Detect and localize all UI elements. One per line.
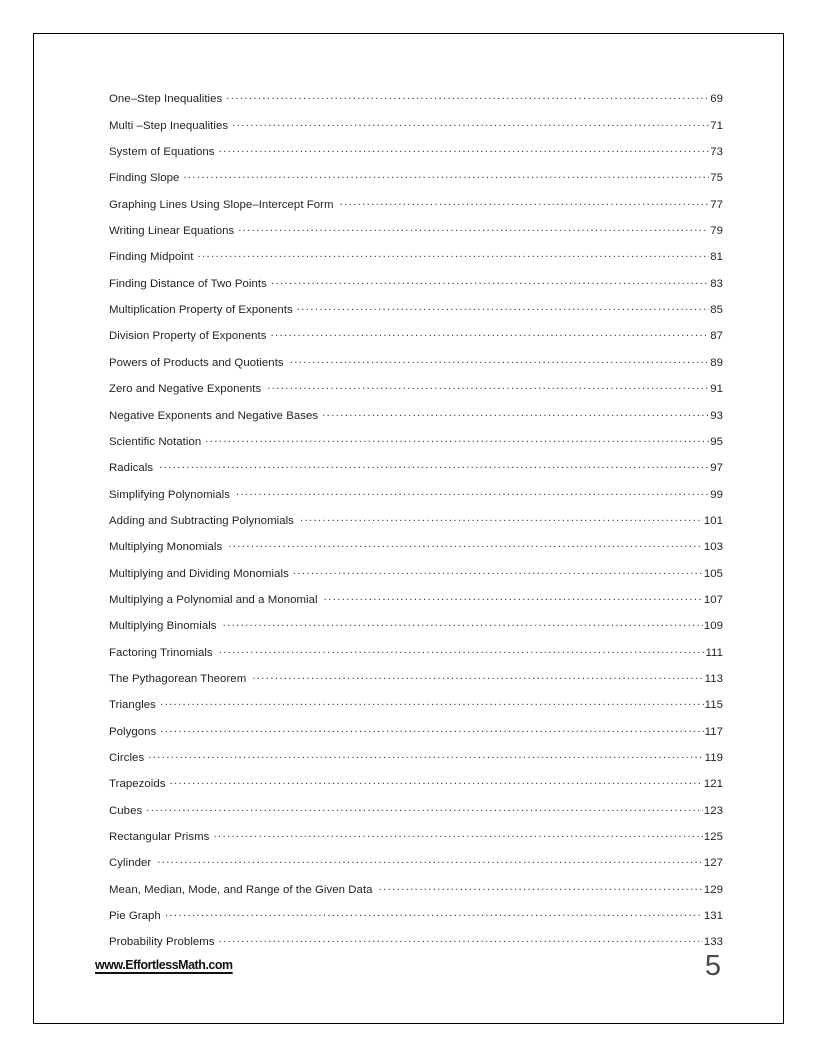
toc-entry-page-number: 89 (710, 356, 723, 369)
toc-entry[interactable] (109, 565, 723, 591)
toc-dot-leader (236, 486, 709, 497)
toc-entry[interactable] (109, 697, 723, 723)
toc-dot-leader (170, 776, 703, 787)
toc-entry-title: Negative Exponents and Negative Bases (109, 409, 319, 422)
toc-entry-page-number: 101 (703, 514, 723, 527)
toc-dot-leader (159, 460, 709, 471)
toc-entry-page-number: 69 (710, 93, 723, 106)
toc-entry-page-number: 107 (703, 593, 723, 606)
toc-entry-title: Division Property of Exponents (109, 330, 267, 343)
toc-dot-leader (160, 697, 704, 708)
toc-entry[interactable] (109, 539, 723, 565)
toc-entry-page-number: 97 (710, 462, 723, 475)
toc-entry-page-number: 111 (705, 646, 723, 659)
toc-entry[interactable] (109, 618, 723, 644)
footer-page-number: 5 (704, 950, 721, 982)
toc-entry-title: Rectangular Prisms (109, 831, 210, 844)
toc-entry[interactable] (109, 91, 723, 117)
toc-entry-title: Cylinder (109, 857, 152, 870)
toc-entry-page-number: 119 (704, 751, 723, 764)
toc-dot-leader (219, 644, 705, 655)
toc-entry-page-number: 131 (703, 910, 723, 923)
toc-entry-page-number: 105 (703, 567, 723, 580)
toc-dot-leader (379, 881, 703, 892)
toc-dot-leader (300, 513, 703, 524)
toc-entry[interactable] (109, 407, 723, 433)
toc-entry-title: Finding Midpoint (109, 251, 194, 264)
toc-dot-leader (267, 381, 709, 392)
toc-dot-leader (146, 802, 703, 813)
toc-entry[interactable] (109, 908, 723, 934)
toc-dot-leader (226, 91, 709, 102)
toc-entry[interactable] (109, 144, 723, 170)
toc-entry-title: Cubes (109, 804, 143, 817)
toc-dot-leader (252, 671, 703, 682)
toc-entry-page-number: 71 (710, 119, 723, 132)
toc-entry-page-number: 129 (703, 883, 723, 896)
toc-entry[interactable] (109, 433, 723, 459)
toc-dot-leader (228, 539, 703, 550)
toc-entry-page-number: 127 (703, 857, 723, 870)
toc-dot-leader (160, 723, 703, 734)
toc-dot-leader (213, 829, 702, 840)
toc-entry[interactable] (109, 671, 723, 697)
toc-entry-title: Graphing Lines Using Slope–Intercept Form (109, 198, 334, 211)
toc-entry-page-number: 103 (703, 541, 723, 554)
toc-entry-page-number: 125 (703, 831, 723, 844)
toc-entry[interactable] (109, 881, 723, 907)
toc-entry-title: Triangles (109, 699, 156, 712)
toc-entry-title: Multiplying and Dividing Monomials (109, 567, 289, 580)
toc-entry-page-number: 115 (704, 699, 723, 712)
toc-entry-page-number: 93 (710, 409, 723, 422)
toc-entry-title: Polygons (109, 725, 157, 738)
toc-dot-leader (148, 750, 703, 761)
toc-entry-title: Circles (109, 751, 145, 764)
toc-entry-title: Mean, Median, Mode, and Range of the Given Data (109, 883, 373, 896)
toc-dot-leader (322, 407, 709, 418)
toc-entry-title: Radicals (109, 462, 154, 475)
toc-dot-leader (205, 433, 709, 444)
toc-dot-leader (198, 249, 710, 260)
toc-entry-page-number: 87 (710, 330, 723, 343)
toc-entry[interactable] (109, 460, 723, 486)
toc-entry[interactable] (109, 249, 723, 275)
toc-entry-title: Finding Slope (109, 172, 180, 185)
toc-dot-leader (340, 196, 710, 207)
page-footer (95, 941, 731, 981)
toc-entry[interactable] (109, 223, 723, 249)
toc-entry-page-number: 123 (703, 804, 723, 817)
toc-entry[interactable] (109, 855, 723, 881)
table-of-contents-list (109, 91, 723, 960)
toc-entry-page-number: 85 (710, 304, 723, 317)
toc-entry-page-number: 73 (710, 146, 723, 159)
toc-entry[interactable] (109, 354, 723, 380)
toc-entry-page-number: 121 (703, 778, 723, 791)
toc-entry[interactable] (109, 750, 723, 776)
toc-entry-title: Multi –Step Inequalities (109, 119, 229, 132)
toc-entry-page-number: 95 (710, 435, 723, 448)
toc-entry[interactable] (109, 723, 723, 749)
toc-entry-page-number: 109 (703, 620, 723, 633)
toc-entry-page-number: 113 (704, 672, 723, 685)
toc-entry[interactable] (109, 644, 723, 670)
toc-entry-title: Factoring Trinomials (109, 646, 213, 659)
toc-entry[interactable] (109, 302, 723, 328)
toc-entry-title: The Pythagorean Theorem (109, 672, 247, 685)
page-border-frame (33, 33, 784, 1024)
toc-dot-leader (232, 117, 709, 128)
toc-entry-title: Writing Linear Equations (109, 225, 235, 238)
toc-dot-leader (290, 354, 710, 365)
toc-dot-leader (157, 855, 703, 866)
toc-entry[interactable] (109, 829, 723, 855)
toc-entry[interactable] (109, 802, 723, 828)
toc-entry[interactable] (109, 117, 723, 143)
toc-entry[interactable] (109, 328, 723, 354)
toc-entry-title: Zero and Negative Exponents (109, 383, 262, 396)
toc-dot-leader (324, 592, 703, 603)
toc-entry-title: Finding Distance of Two Points (109, 277, 267, 290)
toc-entry-title: Simplifying Polynomials (109, 488, 230, 501)
toc-entry-title: Powers of Products and Quotients (109, 356, 284, 369)
toc-dot-leader (297, 302, 709, 313)
toc-entry-title: Probability Problems (109, 936, 215, 949)
toc-dot-leader (165, 908, 703, 919)
toc-dot-leader (271, 275, 709, 286)
toc-entry-title: Multiplying Binomials (109, 620, 217, 633)
toc-dot-leader (293, 565, 703, 576)
toc-entry-title: Multiplying a Polynomial and a Monomial (109, 593, 318, 606)
footer-website-link[interactable]: www.EffortlessMath.com (95, 957, 233, 972)
toc-entry-page-number: 81 (710, 251, 723, 264)
toc-entry-page-number: 133 (703, 936, 723, 949)
toc-entry[interactable] (109, 170, 723, 196)
toc-entry[interactable] (109, 592, 723, 618)
toc-dot-leader (223, 618, 703, 629)
toc-entry-page-number: 75 (710, 172, 723, 185)
toc-dot-leader (183, 170, 709, 181)
toc-entry-page-number: 77 (710, 198, 723, 211)
toc-entry[interactable] (109, 486, 723, 512)
toc-dot-leader (219, 144, 710, 155)
toc-entry[interactable] (109, 275, 723, 301)
toc-dot-leader (238, 223, 709, 234)
toc-entry[interactable] (109, 776, 723, 802)
toc-entry-title: Multiplication Property of Exponents (109, 304, 293, 317)
toc-entry-page-number: 79 (710, 225, 723, 238)
toc-entry[interactable] (109, 196, 723, 222)
toc-entry-title: Scientific Notation (109, 435, 202, 448)
toc-entry-title: Pie Graph (109, 910, 161, 923)
toc-entry-page-number: 91 (710, 383, 723, 396)
toc-dot-leader (270, 328, 709, 339)
toc-entry-page-number: 83 (710, 277, 723, 290)
toc-entry-title: Adding and Subtracting Polynomials (109, 514, 294, 527)
toc-entry-title: One–Step Inequalities (109, 93, 223, 106)
toc-entry-title: System of Equations (109, 146, 215, 159)
toc-entry-page-number: 117 (704, 725, 723, 738)
toc-entry[interactable] (109, 381, 723, 407)
toc-entry-title: Trapezoids (109, 778, 166, 791)
toc-entry[interactable] (109, 513, 723, 539)
toc-entry-page-number: 99 (710, 488, 723, 501)
toc-entry-title: Multiplying Monomials (109, 541, 223, 554)
